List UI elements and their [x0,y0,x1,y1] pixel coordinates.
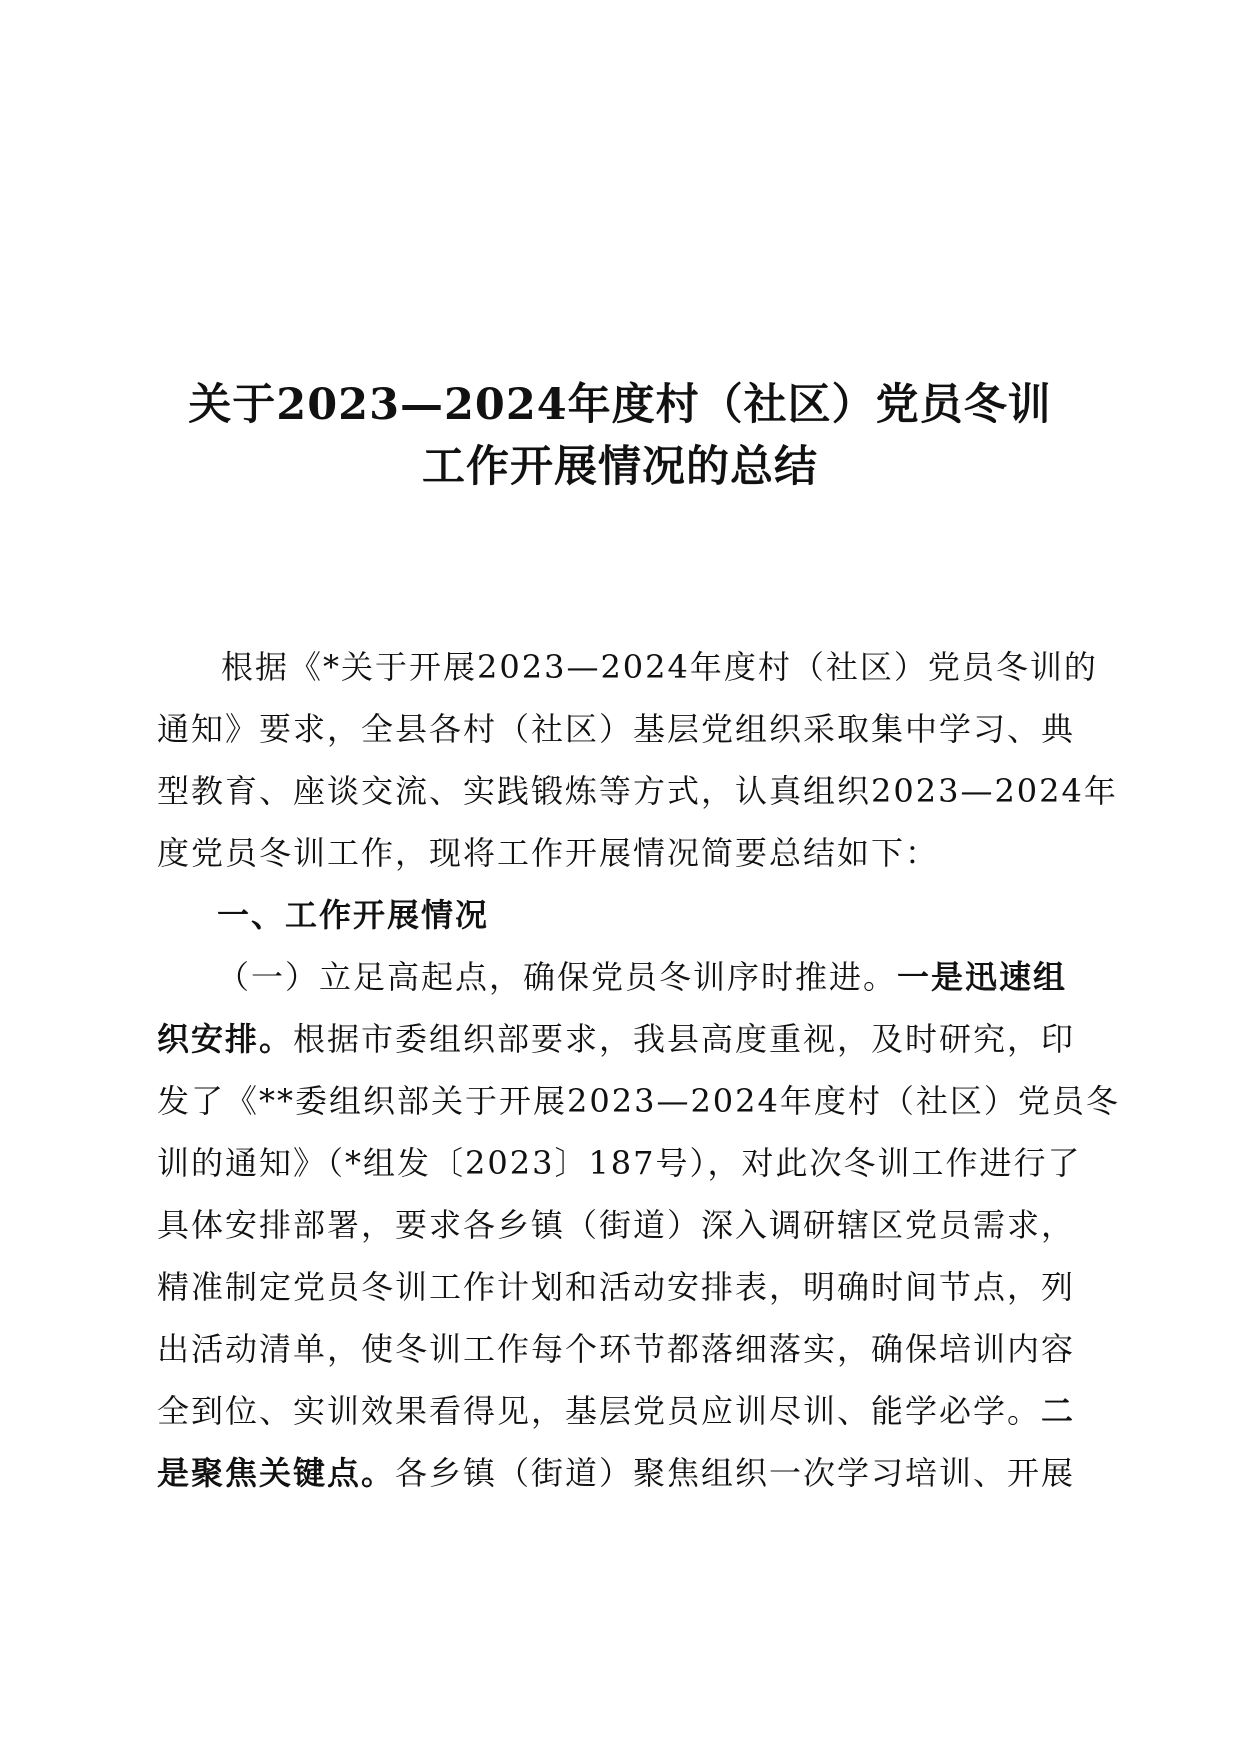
bold-keyword: 织安排。 [157,1020,294,1058]
document-title [0,372,1240,496]
section-heading-1: 一、工作开展情况 [217,896,490,934]
paragraph-line: 精准制定党员冬训工作计划和活动安排表，明确时间节点，列 [157,1268,1076,1306]
title-line-2: 工作开展情况的总结 [422,442,818,492]
paragraph-line: 训的通知》（*组发〔2023〕187号），对此次冬训工作进行了 [157,1144,1082,1182]
paragraph-line [157,1008,1079,1070]
paragraph-line: 出活动清单，使冬训工作每个环节都落细落实，确保培训内容 [157,1330,1076,1368]
bold-keyword: 二 [1041,1392,1076,1430]
paragraph-line [157,1380,1079,1442]
paragraph-text: 全到位、实训效果看得见，基层党员应训尽训、能学必学。 [157,1392,1042,1430]
paragraph-line [157,1442,1079,1504]
paragraph-line: 发了《**委组织部关于开展2023—2024年度村（社区）党员冬 [157,1082,1120,1120]
document-body [157,636,1120,1504]
intro-line: 根据《*关于开展2023—2024年度村（社区）党员冬训的 [221,648,1098,686]
title-line-1: 关于2023—2024年度村（社区）党员冬训 [188,380,1052,430]
bold-keyword: 一是迅速组 [897,958,1068,996]
paragraph-line: 具体安排部署，要求各乡镇（街道）深入调研辖区党员需求， [157,1206,1076,1244]
paragraph-text: 各乡镇（街道）聚焦组织一次学习培训、开展 [395,1454,1076,1492]
subsection-heading: （一）立足高起点，确保党员冬训序时推进。 [217,958,898,996]
intro-line: 度党员冬训工作，现将工作开展情况简要总结如下： [157,834,940,872]
bold-keyword: 是聚焦关键点。 [157,1454,396,1492]
intro-line: 型教育、座谈交流、实践锻炼等方式，认真组织2023—2024年 [157,772,1118,810]
paragraph-text: 根据市委组织部要求，我县高度重视，及时研究，印 [293,1020,1076,1058]
intro-line: 通知》要求，全县各村（社区）基层党组织采取集中学习、典 [157,710,1076,748]
paragraph-line [157,946,1079,1008]
